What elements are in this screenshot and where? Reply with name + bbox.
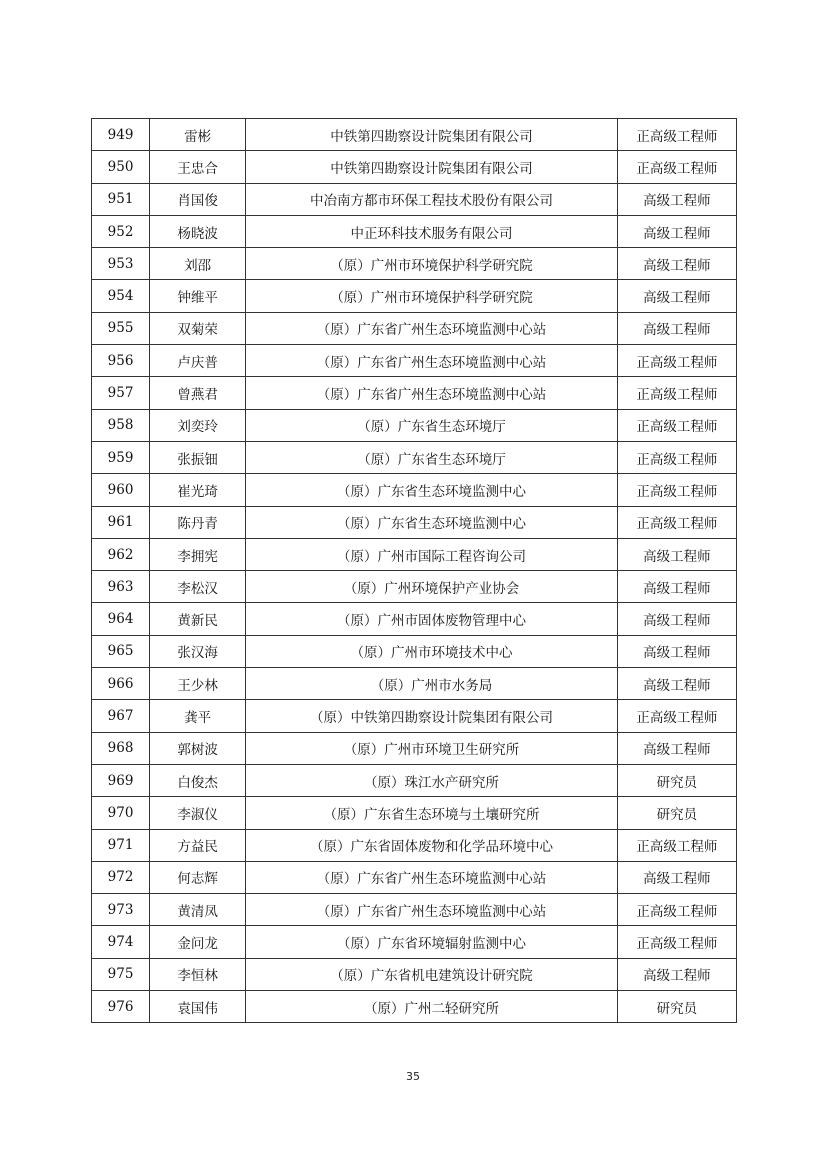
table-row [92, 312, 737, 344]
person-name-cell: 双菊荣 [150, 312, 246, 344]
person-name-cell: 李淑仪 [150, 797, 246, 829]
job-title-cell: 研究员 [617, 991, 736, 1023]
personnel-table [91, 118, 737, 1023]
person-name-cell: 崔光琦 [150, 474, 246, 506]
job-title-cell: 高级工程师 [617, 280, 736, 312]
job-title-cell: 正高级工程师 [617, 926, 736, 958]
job-title-cell: 研究员 [617, 797, 736, 829]
job-title-cell: 高级工程师 [617, 732, 736, 764]
job-title-cell: 正高级工程师 [617, 441, 736, 473]
organization-cell: （原）广州市固体废物管理中心 [246, 603, 618, 635]
organization-cell: （原）广东省广州生态环境监测中心站 [246, 894, 618, 926]
organization-cell: （原）广东省生态环境厅 [246, 409, 618, 441]
table-row [92, 635, 737, 667]
row-number-cell: 960 [92, 474, 150, 506]
organization-cell: （原）广州二轻研究所 [246, 991, 618, 1023]
organization-cell: 中冶南方都市环保工程技术股份有限公司 [246, 183, 618, 215]
row-number-cell: 951 [92, 183, 150, 215]
table-row [92, 764, 737, 796]
organization-cell: （原）广州市环境保护科学研究院 [246, 248, 618, 280]
job-title-cell: 高级工程师 [617, 215, 736, 247]
person-name-cell: 白俊杰 [150, 764, 246, 796]
table-row [92, 183, 737, 215]
organization-cell: （原）广东省固体废物和化学品环境中心 [246, 829, 618, 861]
organization-cell: （原）广东省广州生态环境监测中心站 [246, 377, 618, 409]
organization-cell: （原）广东省生态环境厅 [246, 441, 618, 473]
job-title-cell: 正高级工程师 [617, 700, 736, 732]
organization-cell: （原）广州市水务局 [246, 668, 618, 700]
job-title-cell: 高级工程师 [617, 312, 736, 344]
table-row [92, 829, 737, 861]
table-row [92, 248, 737, 280]
row-number-cell: 961 [92, 506, 150, 538]
table-row [92, 991, 737, 1023]
organization-cell: （原）广东省广州生态环境监测中心站 [246, 345, 618, 377]
organization-cell: 中正环科技术服务有限公司 [246, 215, 618, 247]
row-number-cell: 957 [92, 377, 150, 409]
table-row [92, 732, 737, 764]
table-row [92, 506, 737, 538]
organization-cell: （原）广东省环境辐射监测中心 [246, 926, 618, 958]
organization-cell: （原）广东省生态环境与土壤研究所 [246, 797, 618, 829]
person-name-cell: 陈丹青 [150, 506, 246, 538]
table-row [92, 861, 737, 893]
person-name-cell: 李恒林 [150, 958, 246, 990]
person-name-cell: 李拥宪 [150, 538, 246, 570]
row-number-cell: 959 [92, 441, 150, 473]
page-number: 35 [406, 1070, 420, 1083]
table-row [92, 151, 737, 183]
person-name-cell: 肖国俊 [150, 183, 246, 215]
row-number-cell: 967 [92, 700, 150, 732]
row-number-cell: 952 [92, 215, 150, 247]
row-number-cell: 968 [92, 732, 150, 764]
person-name-cell: 黄清凤 [150, 894, 246, 926]
job-title-cell: 高级工程师 [617, 861, 736, 893]
table-row [92, 571, 737, 603]
row-number-cell: 972 [92, 861, 150, 893]
job-title-cell: 研究员 [617, 764, 736, 796]
job-title-cell: 正高级工程师 [617, 409, 736, 441]
table-row [92, 409, 737, 441]
job-title-cell: 高级工程师 [617, 571, 736, 603]
row-number-cell: 975 [92, 958, 150, 990]
organization-cell: （原）广东省广州生态环境监测中心站 [246, 861, 618, 893]
row-number-cell: 955 [92, 312, 150, 344]
person-name-cell: 李松汉 [150, 571, 246, 603]
person-name-cell: 曾燕君 [150, 377, 246, 409]
organization-cell: 中铁第四勘察设计院集团有限公司 [246, 119, 618, 151]
person-name-cell: 张汉海 [150, 635, 246, 667]
job-title-cell: 高级工程师 [617, 635, 736, 667]
row-number-cell: 954 [92, 280, 150, 312]
person-name-cell: 王少林 [150, 668, 246, 700]
organization-cell: （原）中铁第四勘察设计院集团有限公司 [246, 700, 618, 732]
person-name-cell: 王忠合 [150, 151, 246, 183]
job-title-cell: 正高级工程师 [617, 474, 736, 506]
person-name-cell: 黄新民 [150, 603, 246, 635]
row-number-cell: 958 [92, 409, 150, 441]
table-row [92, 958, 737, 990]
person-name-cell: 刘奕玲 [150, 409, 246, 441]
row-number-cell: 974 [92, 926, 150, 958]
row-number-cell: 976 [92, 991, 150, 1023]
organization-cell: （原）广州市环境技术中心 [246, 635, 618, 667]
table-row [92, 700, 737, 732]
person-name-cell: 金问龙 [150, 926, 246, 958]
job-title-cell: 高级工程师 [617, 183, 736, 215]
job-title-cell: 正高级工程师 [617, 377, 736, 409]
job-title-cell: 高级工程师 [617, 668, 736, 700]
table-row [92, 215, 737, 247]
row-number-cell: 964 [92, 603, 150, 635]
person-name-cell: 刘邵 [150, 248, 246, 280]
organization-cell: （原）广州环境保护产业协会 [246, 571, 618, 603]
table-row [92, 280, 737, 312]
organization-cell: （原）广东省生态环境监测中心 [246, 506, 618, 538]
person-name-cell: 卢庆普 [150, 345, 246, 377]
person-name-cell: 钟维平 [150, 280, 246, 312]
job-title-cell: 高级工程师 [617, 248, 736, 280]
person-name-cell: 雷彬 [150, 119, 246, 151]
table-row [92, 797, 737, 829]
row-number-cell: 973 [92, 894, 150, 926]
organization-cell: （原）广东省生态环境监测中心 [246, 474, 618, 506]
job-title-cell: 高级工程师 [617, 538, 736, 570]
job-title-cell: 正高级工程师 [617, 119, 736, 151]
row-number-cell: 970 [92, 797, 150, 829]
table-row [92, 377, 737, 409]
job-title-cell: 正高级工程师 [617, 829, 736, 861]
row-number-cell: 969 [92, 764, 150, 796]
table-row [92, 119, 737, 151]
row-number-cell: 950 [92, 151, 150, 183]
table-row [92, 668, 737, 700]
table-row [92, 345, 737, 377]
row-number-cell: 953 [92, 248, 150, 280]
organization-cell: 中铁第四勘察设计院集团有限公司 [246, 151, 618, 183]
row-number-cell: 956 [92, 345, 150, 377]
table-row [92, 894, 737, 926]
row-number-cell: 966 [92, 668, 150, 700]
person-name-cell: 张振钿 [150, 441, 246, 473]
table-row [92, 538, 737, 570]
organization-cell: （原）广州市环境保护科学研究院 [246, 280, 618, 312]
row-number-cell: 965 [92, 635, 150, 667]
person-name-cell: 龚平 [150, 700, 246, 732]
person-name-cell: 方益民 [150, 829, 246, 861]
table-row [92, 441, 737, 473]
job-title-cell: 正高级工程师 [617, 894, 736, 926]
table-row [92, 474, 737, 506]
job-title-cell: 正高级工程师 [617, 506, 736, 538]
job-title-cell: 正高级工程师 [617, 345, 736, 377]
organization-cell: （原）广州市国际工程咨询公司 [246, 538, 618, 570]
row-number-cell: 971 [92, 829, 150, 861]
row-number-cell: 949 [92, 119, 150, 151]
table-row [92, 603, 737, 635]
organization-cell: （原）珠江水产研究所 [246, 764, 618, 796]
person-name-cell: 何志辉 [150, 861, 246, 893]
table-row [92, 926, 737, 958]
person-name-cell: 杨晓波 [150, 215, 246, 247]
table-body [92, 119, 737, 1023]
job-title-cell: 高级工程师 [617, 958, 736, 990]
organization-cell: （原）广东省广州生态环境监测中心站 [246, 312, 618, 344]
organization-cell: （原）广东省机电建筑设计研究院 [246, 958, 618, 990]
person-name-cell: 郭树波 [150, 732, 246, 764]
row-number-cell: 963 [92, 571, 150, 603]
job-title-cell: 高级工程师 [617, 603, 736, 635]
job-title-cell: 正高级工程师 [617, 151, 736, 183]
organization-cell: （原）广州市环境卫生研究所 [246, 732, 618, 764]
row-number-cell: 962 [92, 538, 150, 570]
person-name-cell: 袁国伟 [150, 991, 246, 1023]
